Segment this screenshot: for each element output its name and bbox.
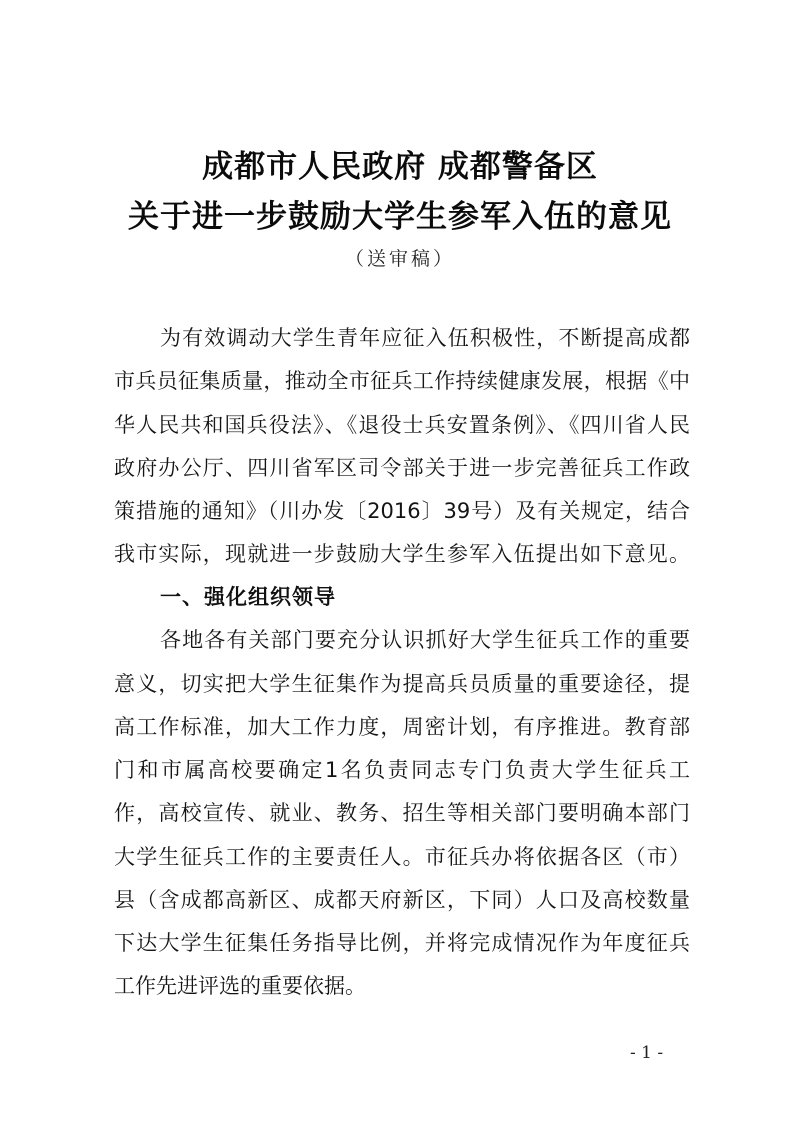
intro-line: 为有效调动大学生青年应征入伍积极性，不断提高成都 (160, 326, 690, 350)
section-1-line: 意义，切实把大学生征集作为提高兵员质量的重要途径，提 (114, 672, 690, 696)
section-1-line: 大学生征兵工作的主要责任人。市征兵办将依据各区（市） (114, 845, 690, 869)
intro-line: 策措施的通知》（川办发〔2016〕39号）及有关规定，结合 (114, 499, 690, 523)
intro-line: 华人民共和国兵役法》、《退役士兵安置条例》、《四川省人民 (114, 413, 690, 437)
intro-line: 政府办公厅、四川省军区司令部关于进一步完善征兵工作政 (114, 456, 690, 480)
section-1-line: 下达大学生征集任务指导比例，并将完成情况作为年度征兵 (114, 931, 690, 955)
section-1-line: 门和市属高校要确定1名负责同志专门负责大学生征兵工 (114, 758, 690, 782)
section-1-line: 作，高校宣传、就业、教务、招生等相关部门要明确本部门 (114, 801, 690, 825)
section-1-line: 县（含成都高新区、成都天府新区，下同）人口及高校数量 (114, 888, 690, 912)
document-title-line-1: 成都市人民政府 成都警备区 (202, 149, 598, 185)
page-number: - 1 - (630, 1043, 664, 1063)
document-title-line-2: 关于进一步鼓励大学生参军入伍的意见 (128, 199, 672, 235)
section-1-line: 高工作标准，加大工作力度，周密计划，有序推进。教育部 (114, 715, 690, 739)
intro-line: 我市实际，现就进一步鼓励大学生参军入伍提出如下意见。 (114, 542, 690, 566)
document-subtitle: （送审稿） (344, 248, 455, 270)
intro-line: 市兵员征集质量，推动全市征兵工作持续健康发展，根据《中 (114, 369, 690, 393)
section-1-line: 工作先进评选的重要依据。 (114, 974, 366, 998)
section-heading: 一、强化组织领导 (160, 585, 336, 609)
section-1-line: 各地各有关部门要充分认识抓好大学生征兵工作的重要 (160, 628, 690, 652)
